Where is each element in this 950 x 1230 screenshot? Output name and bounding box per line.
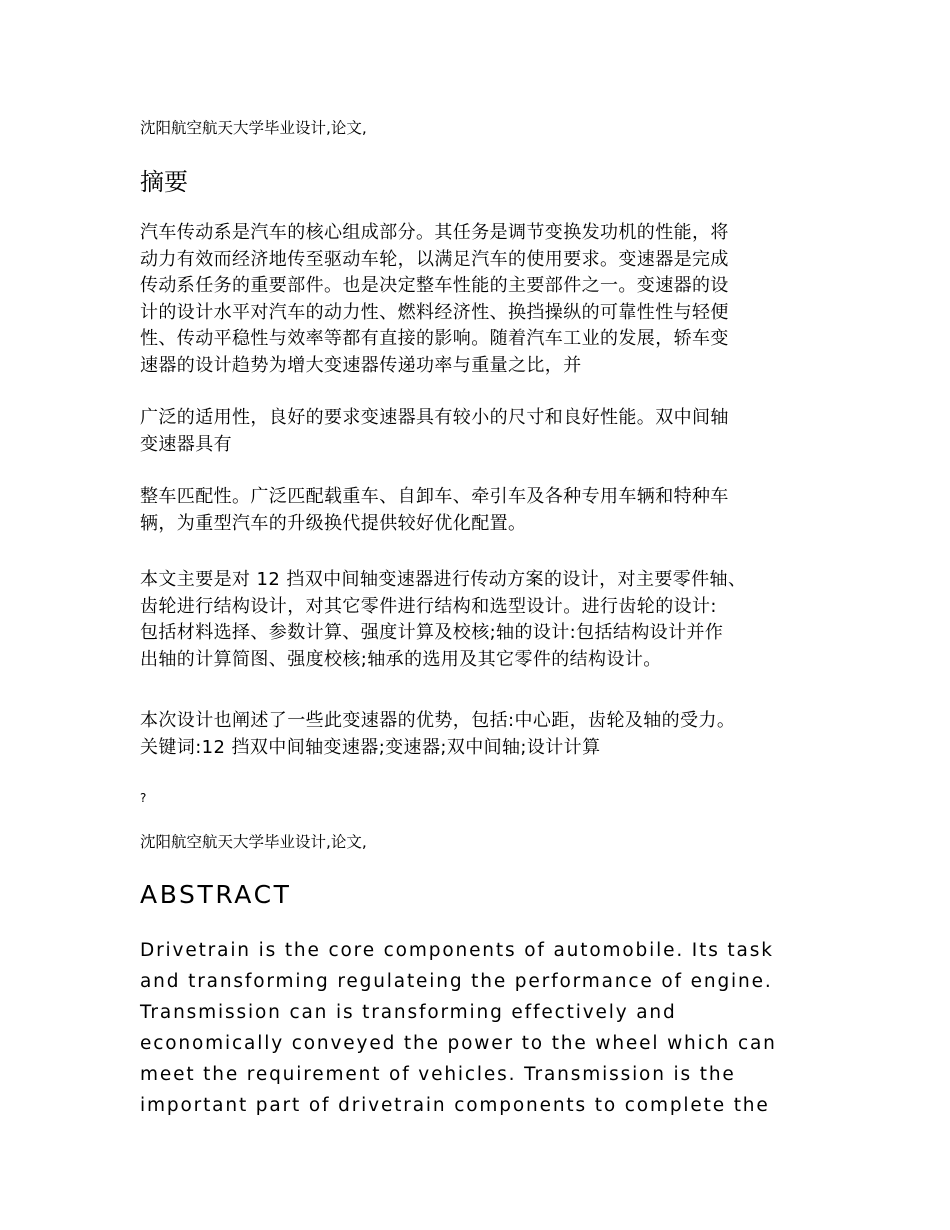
text-line: 整车匹配性。广泛匹配载重车、自卸车、牵引车及各种专用车辆和特种车	[140, 486, 729, 507]
text-line: 动力有效而经济地传至驱动车轮，以满足汽车的使用要求。变速器是完成	[140, 248, 729, 270]
text-line: 本文主要是对 12 挡双中间轴变速器进行传动方案的设计，对主要零件轴、	[140, 569, 747, 590]
abstract-paragraph-3	[140, 484, 825, 537]
abstract-paragraph-4	[140, 567, 825, 673]
text-line: 计的设计水平对汽车的动力性、燃料经济性、换挡操纵的可靠性性与轻便	[140, 301, 729, 323]
keywords-line: 关键词:12 挡双中间轴变速器;变速器;双中间轴;设计计算	[140, 736, 601, 758]
text-line: 本次设计也阐述了一些此变速器的优势，包括:中心距，齿轮及轴的受力。	[140, 710, 736, 731]
text-line: 包括材料选择、参数计算、强度计算及校核;轴的设计:包括结构设计并作	[140, 622, 724, 643]
page-break-marker: ?	[140, 791, 147, 805]
text-line: 汽车传动系是汽车的核心组成部分。其任务是调节变换发功机的性能，将	[140, 222, 729, 243]
page-header: 沈阳航空航天大学毕业设计,论文,	[140, 833, 367, 851]
text-line: meet the requirement of vehicles. Transmission is the	[140, 1064, 736, 1085]
abstract-paragraph-en	[140, 935, 830, 1121]
abstract-heading-en: ABSTRACT	[140, 880, 292, 909]
text-line: economically conveyed the power to the wheel which can	[140, 1033, 777, 1054]
text-line: Transmission can is transforming effectively and	[140, 1002, 677, 1023]
text-line: 传动系任务的重要部件。也是决定整车性能的主要部件之一。变速器的设	[140, 275, 729, 296]
text-line: 变速器具有	[140, 433, 232, 455]
text-line: Drivetrain is the core components of automobile. Its task	[140, 940, 774, 961]
page-header: 沈阳航空航天大学毕业设计,论文,	[140, 119, 367, 137]
abstract-heading-zh: 摘要	[140, 168, 188, 196]
text-line: and transforming regulateing the performance of engine.	[140, 971, 773, 992]
text-line: 齿轮进行结构设计，对其它零件进行结构和选型设计。进行齿轮的设计:	[140, 595, 717, 617]
text-line: 出轴的计算简图、强度校核;轴承的选用及其它零件的结构设计。	[140, 648, 662, 670]
abstract-paragraph-1	[140, 220, 825, 379]
abstract-paragraph-2	[140, 405, 825, 458]
text-line: important part of drivetrain components to complete the	[140, 1095, 770, 1116]
text-line: 速器的设计趋势为增大变速器传递功率与重量之比，并	[140, 354, 582, 376]
text-line: 性、传动平稳性与效率等都有直接的影响。随着汽车工业的发展，轿车变	[140, 328, 729, 349]
text-line: 辆，为重型汽车的升级换代提供较好优化配置。	[140, 512, 527, 534]
text-line: 广泛的适用性，良好的要求变速器具有较小的尺寸和良好性能。双中间轴	[140, 407, 729, 428]
abstract-paragraph-5	[140, 708, 825, 761]
